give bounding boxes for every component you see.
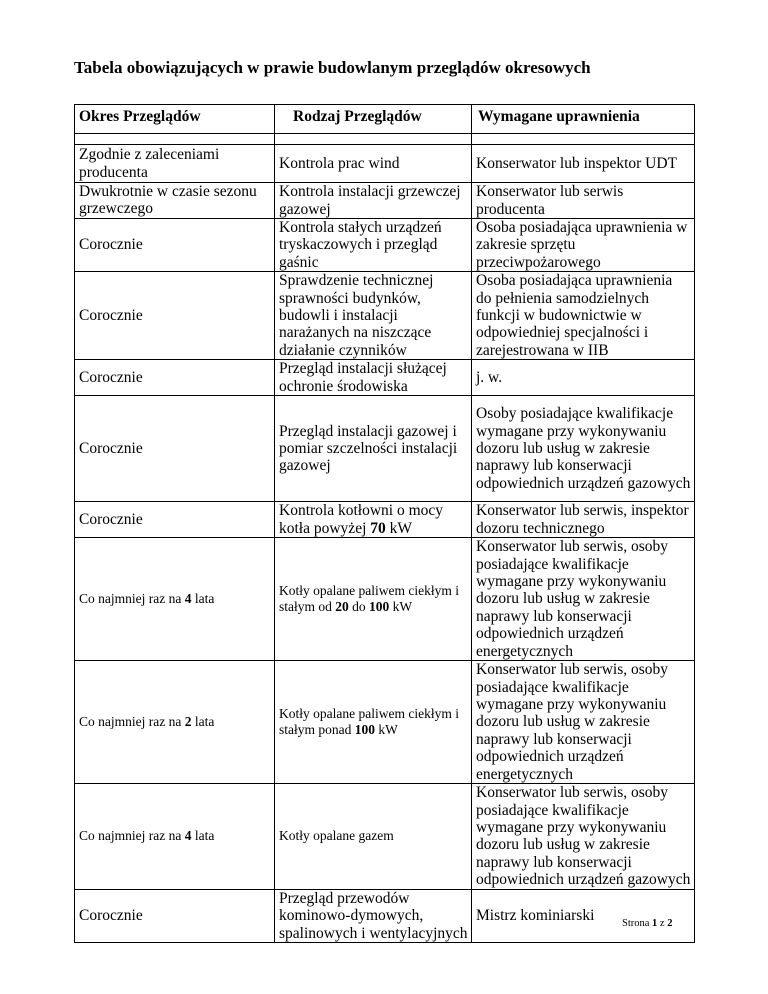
page-title: Tabela obowiązujących w prawie budowlanym przeglądów okresowych: [74, 58, 591, 77]
cell-type: Przegląd instalacji gazowej i pomiar szczelności instalacji gazowej: [275, 396, 472, 502]
cell-type: Przegląd przewodów kominowo-dymowych, spalinowych i wentylacyjnych: [275, 889, 472, 942]
cell-qualification: Konserwator lub inspektor UDT: [472, 145, 695, 183]
cell-period: Co najmniej raz na 4 lata: [75, 538, 275, 661]
cell-type: Kontrola kotłowni o mocy kotła powyżej 70 kW: [275, 502, 472, 538]
cell-type: Kotły opalane paliwem ciekłym i stałym od 20 do 100 kW: [275, 538, 472, 661]
cell-qualification: j. w.: [472, 360, 695, 396]
cell-qualification: Konserwator lub serwis, osoby posiadające kwalifikacje wymagane przy wykonywaniu dozoru lub usług w zakresie naprawy lub konserwacji odpowiednich urządzeń gazowych: [472, 783, 695, 889]
inspection-table: [74, 104, 695, 943]
cell-period: Corocznie: [75, 502, 275, 538]
table-row: [75, 502, 695, 538]
table-row: [75, 396, 695, 502]
cell-type: Kotły opalane gazem: [275, 783, 472, 889]
cell-type: Kontrola instalacji grzewczej gazowej: [275, 183, 472, 219]
table-row: [75, 145, 695, 183]
cell-qualification: Konserwator lub serwis, osoby posiadające kwalifikacje wymagane przy wykonywaniu dozoru lub usług w zakresie naprawy lub konserwacji odpowiednich urządzeń energetycznych: [472, 538, 695, 661]
header-period: Okres Przeglądów: [75, 105, 275, 134]
cell-type: Sprawdzenie technicznej sprawności budynków, budowli i instalacji narażanych na niszczące działanie czynników: [275, 272, 472, 360]
spacer-row: [75, 134, 695, 145]
cell-period: Corocznie: [75, 272, 275, 360]
cell-period: Corocznie: [75, 396, 275, 502]
cell-period: Co najmniej raz na 4 lata: [75, 783, 275, 889]
cell-qualification: Osoby posiadające kwalifikacje wymagane przy wykonywaniu dozoru lub usług w zakresie naprawy lub konserwacji odpowiednich urządzeń gazowych: [472, 396, 695, 502]
cell-qualification: Konserwator lub serwis, inspektor dozoru technicznego: [472, 502, 695, 538]
cell-qualification: Konserwator lub serwis, osoby posiadające kwalifikacje wymagane przy wykonywaniu dozoru lub usług w zakresie naprawy lub konserwacji odpowiednich urządzeń energetycznych: [472, 661, 695, 784]
header-type: Rodzaj Przeglądów: [275, 105, 472, 134]
cell-qualification: Mistrz kominiarski: [472, 889, 695, 942]
table-row: [75, 661, 695, 784]
cell-period: Corocznie: [75, 360, 275, 396]
table-row: [75, 889, 695, 942]
cell-period: Zgodnie z zaleceniami producenta: [75, 145, 275, 183]
cell-type: Przegląd instalacji służącej ochronie środowiska: [275, 360, 472, 396]
cell-period: Dwukrotnie w czasie sezonu grzewczego: [75, 183, 275, 219]
cell-period: Corocznie: [75, 219, 275, 272]
table-row: [75, 183, 695, 219]
cell-qualification: Osoba posiadająca uprawnienia do pełnienia samodzielnych funkcji w budownictwie w odpowiedniej specjalności i zarejestrowana w IIB: [472, 272, 695, 360]
table-row: [75, 272, 695, 360]
header-qualification: Wymagane uprawnienia: [472, 105, 695, 134]
table-row: [75, 783, 695, 889]
cell-type: Kontrola stałych urządzeń tryskaczowych i przegląd gaśnic: [275, 219, 472, 272]
table-header-row: [75, 105, 695, 134]
table-row: [75, 219, 695, 272]
cell-period: Co najmniej raz na 2 lata: [75, 661, 275, 784]
page-number: Strona 1 z 2: [622, 918, 673, 929]
cell-qualification: Osoba posiadająca uprawnienia w zakresie sprzętu przeciwpożarowego: [472, 219, 695, 272]
cell-type: Kotły opalane paliwem ciekłym i stałym ponad 100 kW: [275, 661, 472, 784]
cell-type: Kontrola prac wind: [275, 145, 472, 183]
table-row: [75, 538, 695, 661]
cell-period: Corocznie: [75, 889, 275, 942]
table-row: [75, 360, 695, 396]
cell-qualification: Konserwator lub serwis producenta: [472, 183, 695, 219]
